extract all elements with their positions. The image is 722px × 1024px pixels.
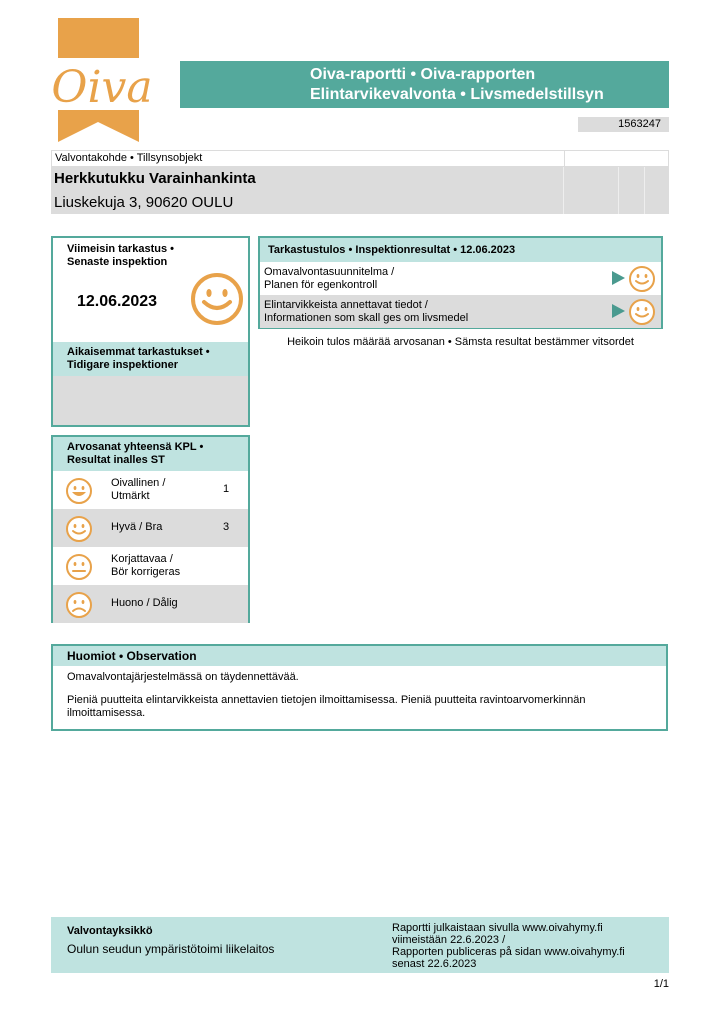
result-name: Elintarvikkeista annettavat tiedot / Informationen som skall ges om livsmedel: [264, 299, 469, 324]
report-title-line1: Oiva-raportti • Oiva-rapporten: [310, 66, 536, 83]
happy-face-icon: [628, 265, 656, 297]
grade-count: 1: [223, 483, 230, 495]
previous-inspections-list: [53, 376, 248, 425]
supervision-unit-name: Oulun seudun ympäristötoimi liikelaitos: [67, 942, 275, 956]
observations-panel: [51, 644, 668, 731]
supervision-unit-footer: [51, 917, 669, 973]
grade-name: Hyvä / Bra: [111, 521, 163, 533]
triangle-right-icon: [612, 271, 625, 285]
inspection-results-panel: [258, 236, 663, 329]
page-number: 1/1: [653, 978, 669, 990]
happy-face-icon: [628, 298, 656, 330]
target-address: Liuskekuja 3, 90620 OULU: [51, 191, 669, 214]
result-name: Omavalvontasuunnitelma / Planen för egenkontroll: [264, 266, 395, 291]
latest-inspection-panel: [51, 236, 250, 427]
logo-text: Oiva: [51, 62, 153, 113]
latest-inspection-date: 12.06.2023: [77, 293, 158, 310]
grades-total-panel: [51, 435, 250, 623]
sad-face-icon: [65, 591, 93, 623]
observation-paragraph: Pieniä puutteita elintarvikkeista annettavien tietojen ilmoittamisessa. Pieniä puutteita ravintoarvomerkinnän ilmoittamisessa.: [67, 694, 586, 719]
inspection-target: [51, 150, 669, 214]
triangle-right-icon: [612, 304, 625, 318]
grade-row: [53, 547, 248, 585]
report-title-line2: Elintarvikevalvonta • Livsmedelstillsyn: [310, 86, 604, 103]
target-label: Valvontakohde • Tillsynsobjekt: [55, 152, 203, 164]
observations-text: [53, 666, 666, 720]
supervision-unit-label: Valvontayksikkö: [67, 925, 153, 937]
neutral-face-icon: [65, 553, 93, 585]
result-row: [260, 295, 661, 328]
grade-name: Korjattavaa / Bör korrigeras: [111, 553, 181, 578]
happy-face-icon: [190, 272, 244, 331]
result-row: [260, 262, 661, 295]
grade-name: Oivallinen / Utmärkt: [111, 477, 166, 502]
grade-row: [53, 471, 248, 509]
target-separator: [618, 167, 619, 214]
target-separator: [563, 167, 564, 214]
very-happy-face-icon: [65, 477, 93, 509]
previous-inspections-label: Aikaisemmat tarkastukset • Tidigare inspektioner: [53, 342, 248, 376]
publication-info: Raportti julkaistaan sivulla www.oivahymy.fi viimeistään 22.6.2023 / Rapporten publiceras på sidan www.oivahymy.fi senast 22.6.2023: [392, 922, 625, 970]
grade-count: 3: [223, 521, 230, 533]
report-title-banner: [180, 61, 669, 108]
oiva-logo: [40, 18, 165, 142]
target-name: Herkkutukku Varainhankinta: [51, 167, 669, 191]
grading-note: Heikoin tulos määrää arvosanan • Sämsta resultat bestämmer vitsordet: [287, 336, 634, 348]
observations-label: Huomiot • Observation: [53, 646, 666, 666]
grade-row: [53, 509, 248, 547]
happy-face-icon: [65, 515, 93, 547]
latest-inspection-label: Viimeisin tarkastus • Senaste inspektion: [67, 243, 174, 268]
grade-row: [53, 585, 248, 623]
inspection-results-label: Tarkastustulos • Inspektionresultat • 12.06.2023: [260, 238, 661, 262]
report-id: 1563247: [578, 117, 669, 132]
observation-paragraph: Omavalvontajärjestelmässä on täydennettävää.: [67, 671, 299, 683]
grades-total-label: Arvosanat yhteensä KPL • Resultat inalles ST: [53, 437, 248, 471]
target-separator: [644, 167, 645, 214]
target-label-row: [51, 150, 669, 167]
grade-name: Huono / Dålig: [111, 597, 178, 609]
target-label-cell-empty: [564, 150, 669, 167]
